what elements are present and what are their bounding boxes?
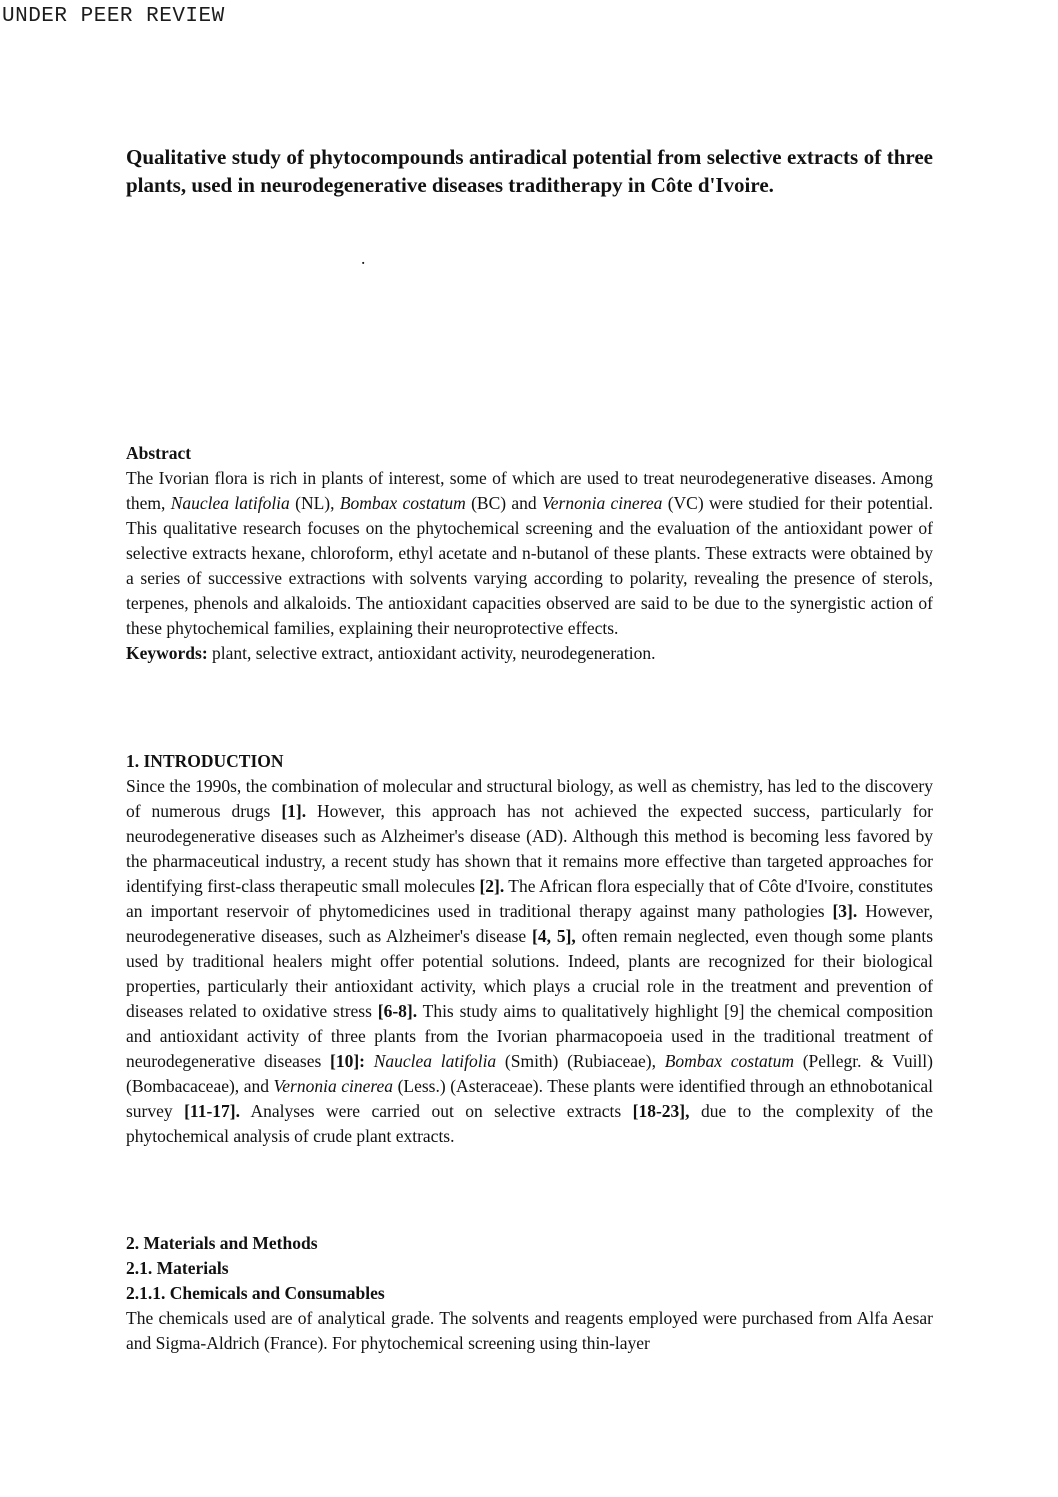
under-peer-review-watermark: UNDER PEER REVIEW [2,5,225,28]
methods-section [126,1231,933,1356]
chemicals-subheading: 2.1.1. Chemicals and Consumables [126,1283,385,1303]
introduction-heading: 1. INTRODUCTION [126,751,284,771]
introduction-paragraph: Since the 1990s, the combination of molecular and structural biology, as well as chemistry, has led to the discovery of numerous drugs [1]. However, this approach has not achieved the expected success, particularly for neurodegenerative diseases such as Alzheimer's disease (AD). Although this method is becoming less favored by the pharmaceutical industry, a recent study has shown that it remains more effective than targeted approaches for identifying first-class therapeutic small molecules [2]. The African flora especially that of Côte d'Ivoire, constitutes an important reservoir of phytomedicines used in traditional therapy against many pathologies [3]. However, neurodegenerative diseases, such as Alzheimer's disease [4, 5], often remain neglected, even though some plants used by traditional healers might offer potential solutions. Indeed, plants are recognized for their biological properties, particularly their antioxidant activity, which plays a crucial role in the treatment and prevention of diseases related to oxidative stress [6-8]. This study aims to qualitatively highlight [9] the chemical composition and antioxidant activity of three plants from the Ivorian pharmacopoeia used in the traditional treatment of neurodegenerative diseases [10]: Nauclea latifolia (Smith) (Rubiaceae), Bombax costatum (Pellegr. & Vuill) (Bombacaceae), and Vernonia cinerea (Less.) (Asteraceae). These plants were identified through an ethnobotanical survey [11-17]. Analyses were carried out on selective extracts [18-23], due to the complexity of the phytochemical analysis of crude plant extracts. [126,776,934,1146]
chemicals-paragraph: The chemicals used are of analytical grade. The solvents and reagents employed were purchased from Alfa Aesar and Sigma-Aldrich (France). For phytochemical screening using thin-layer [126,1308,933,1353]
methods-heading: 2. Materials and Methods [126,1233,318,1253]
abstract-heading: Abstract [126,443,192,463]
stray-dot-mark: . [361,248,366,268]
introduction-section [126,749,933,1149]
abstract-section [126,441,933,666]
materials-subheading: 2.1. Materials [126,1258,229,1278]
keywords-line: Keywords: plant, selective extract, antioxidant activity, neurodegeneration. [126,643,656,663]
paper-title: Qualitative study of phytocompounds antiradical potential from selective extracts of three plants, used in neurodegenerative diseases traditherapy in Côte d'Ivoire. [126,145,933,197]
abstract-paragraph: The Ivorian flora is rich in plants of interest, some of which are used to treat neurodegenerative diseases. Among them, Nauclea latifolia (NL), Bombax costatum (BC) and Vernonia cinerea (VC) were studied for their potential. This qualitative research focuses on the phytochemical screening and the evaluation of the antioxidant power of selective extracts hexane, chloroform, ethyl acetate and n-butanol of these plants. These extracts were obtained by a series of successive extractions with solvents varying according to polarity, revealing the presence of sterols, terpenes, phenols and alkaloids. The antioxidant capacities observed are said to be due to the synergistic action of these phytochemical families, explaining their neuroprotective effects. [126,468,933,638]
